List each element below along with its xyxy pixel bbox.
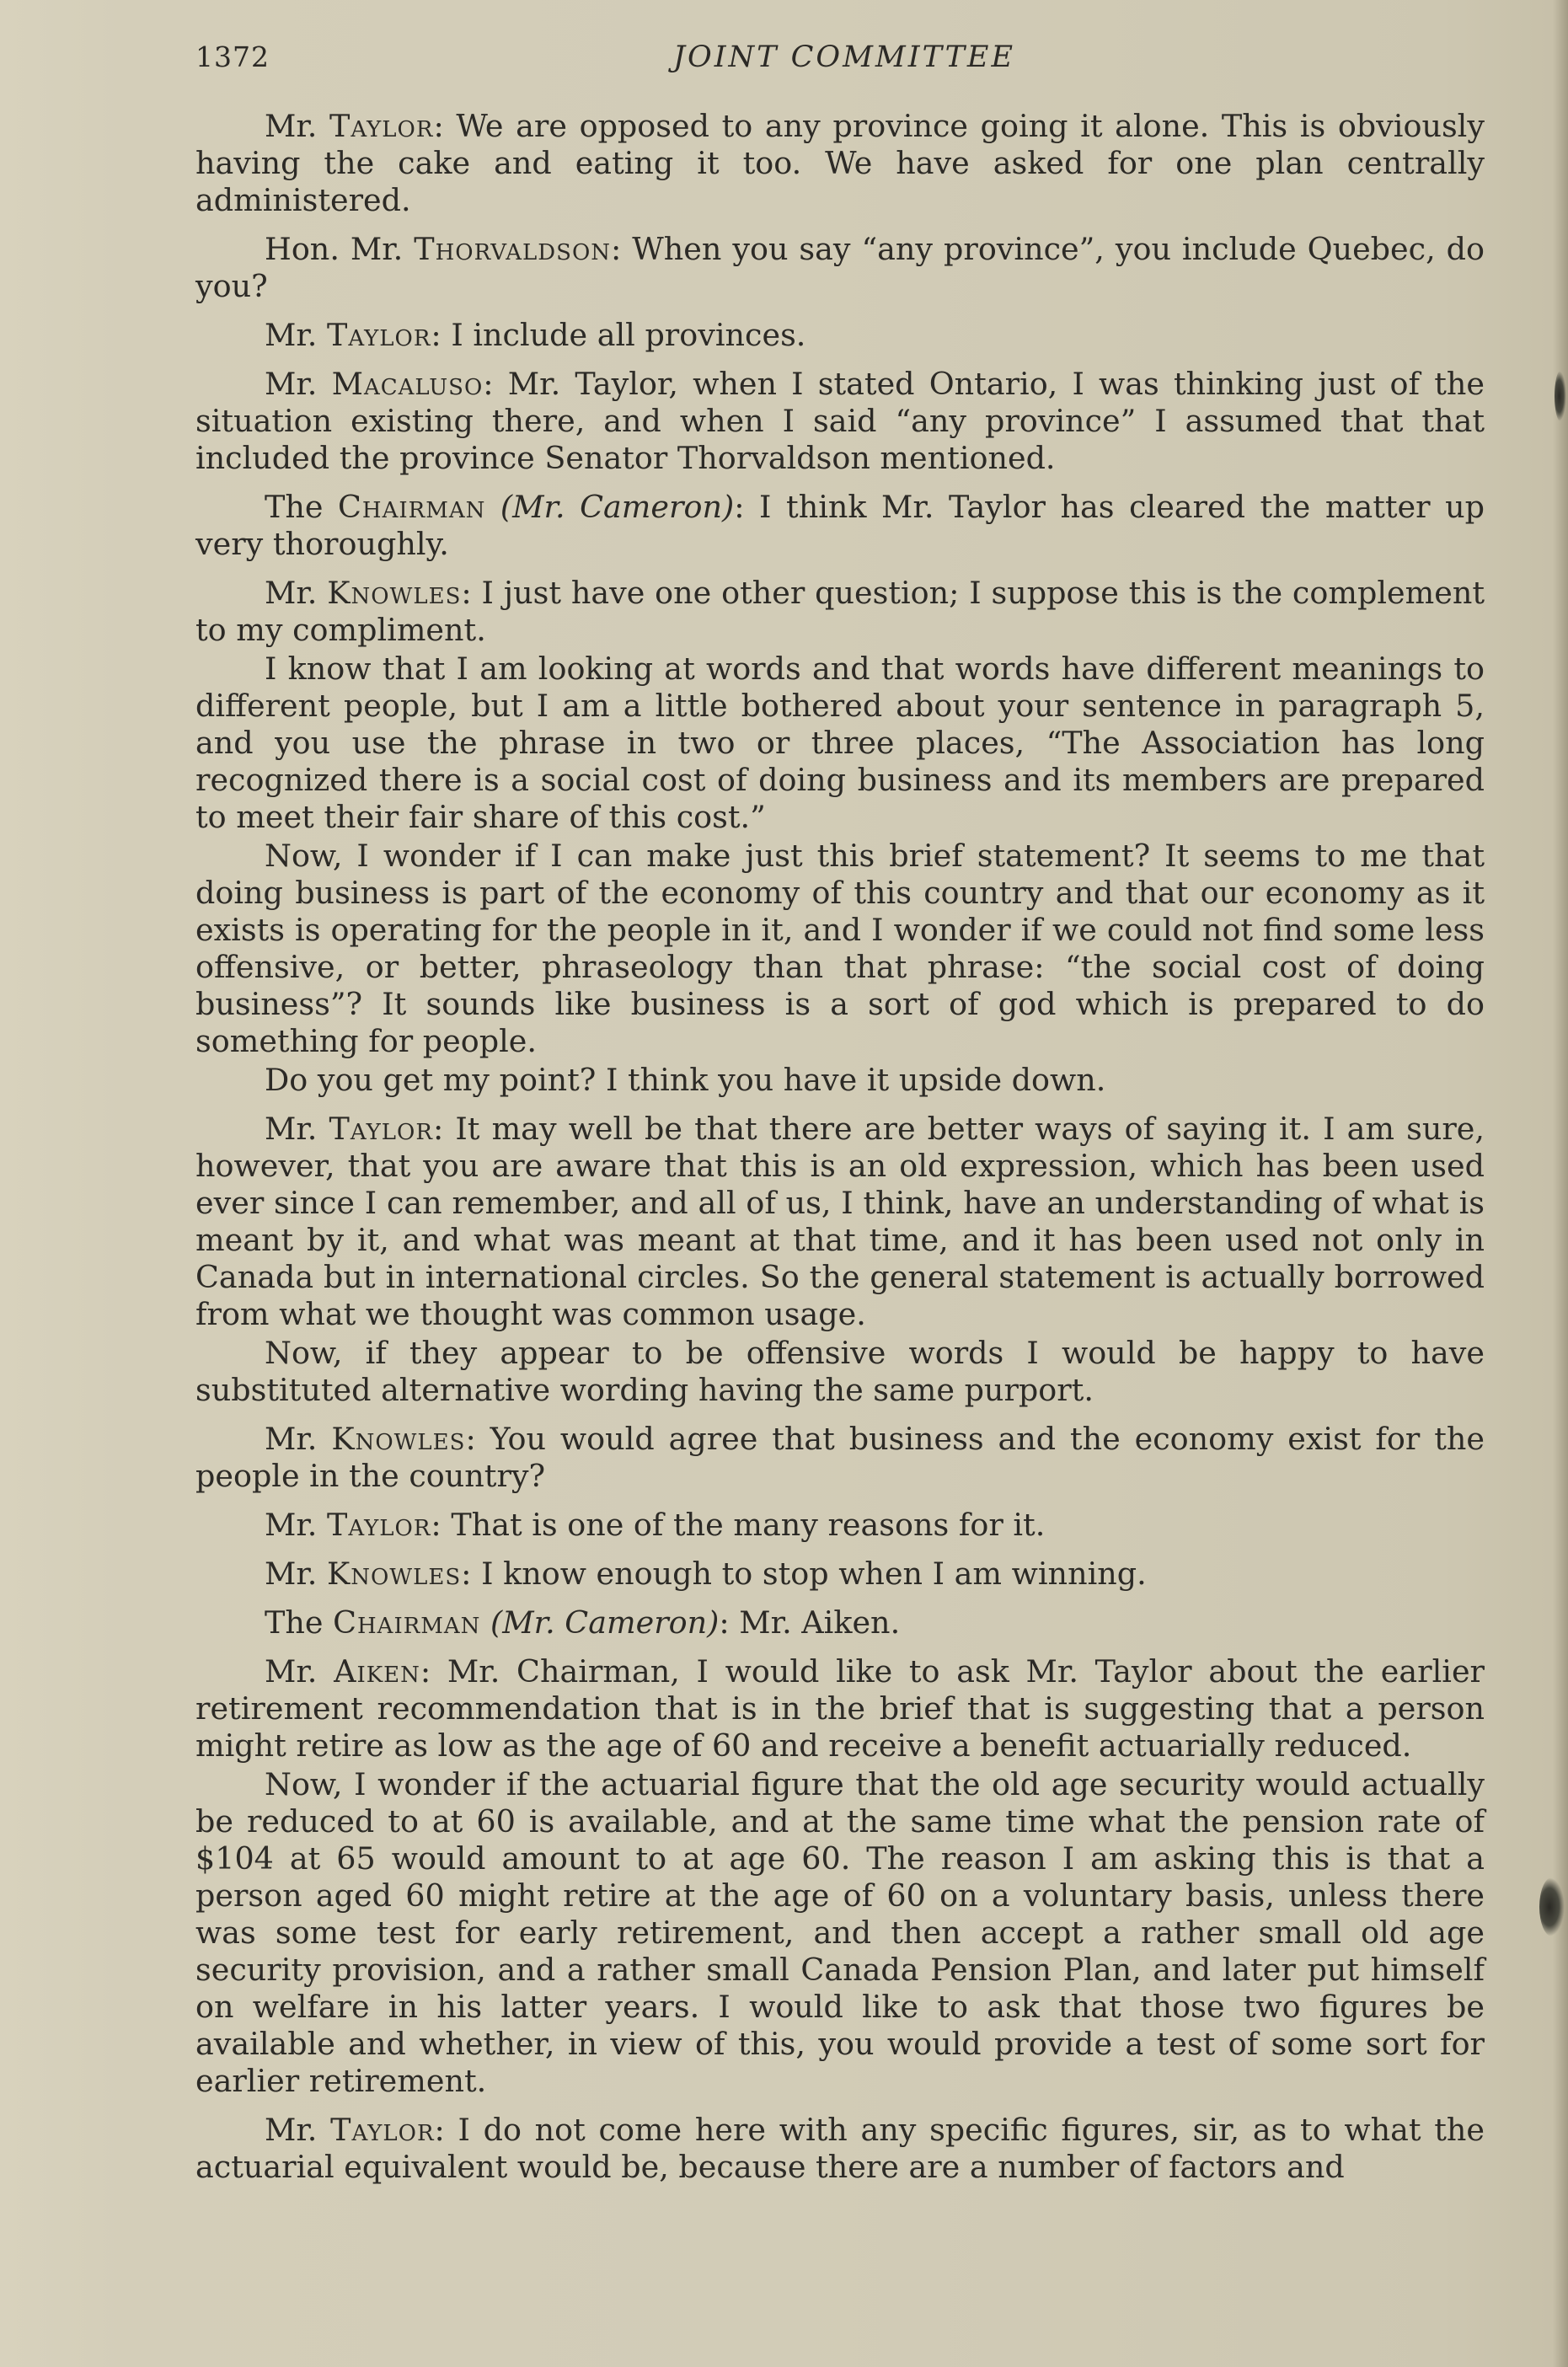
transcript-paragraph	[195, 1653, 1485, 1765]
transcript-paragraph	[195, 1507, 1485, 1544]
speaker-name: Taylor	[329, 1111, 433, 1147]
speaker-colon: :	[483, 366, 494, 402]
paragraph-text: Now, I wonder if the actuarial figure that the old age security would actually be reduced to at 60 is available, and at the same time what the pension rate of $104 at 65 would amount to at age 60. The reason I am asking this is that a person aged 60 might retire at the age of 60 on a voluntary basis, unless there was some test for early retirement, and then accept a rather small old age security provision, and a rather small Canada Pension Plan, and later put himself on welfare in his latter years. I would like to ask that those two figures be available and whether, in view of this, you would provide a test of some sort for earlier retirement.	[195, 1766, 1485, 2099]
transcript-paragraph	[195, 1421, 1485, 1495]
transcript-paragraph	[195, 2112, 1485, 2186]
speaker-title: Mr.	[265, 366, 332, 402]
transcript-paragraph	[195, 231, 1485, 305]
speaker-colon: :	[611, 231, 622, 267]
speaker-title: The	[265, 489, 338, 525]
transcript-paragraph	[195, 1335, 1485, 1409]
speaker-title: The	[265, 1604, 334, 1641]
paragraph-text: I think Mr. Taylor has cleared the matter up very thoroughly.	[195, 489, 1485, 562]
speaker-name: Aiken	[334, 1653, 420, 1690]
paragraph-text: I just have one other question; I suppose this is the complement to my compliment.	[195, 575, 1485, 648]
speaker-name: Macaluso	[331, 366, 484, 402]
binding-ring-mark-bottom	[1539, 1877, 1565, 1936]
paragraph-text: Mr. Taylor, when I stated Ontario, I was thinking just of the situation existing there, and when I said “any province” I assumed that that included the province Senator Thorvaldson mentioned.	[195, 366, 1485, 476]
paragraph-text: I know enough to stop when I am winning.	[471, 1556, 1147, 1592]
speaker-colon: :	[431, 1507, 442, 1543]
speaker-name: Chairman	[338, 489, 486, 525]
paragraph-text: Now, I wonder if I can make just this brief statement? It seems to me that doing business is part of the economy of this country and that our economy as it exists is operating for the people in it, and I wonder if we could not find some less offensive, or better, phraseology than that phrase: “the social cost of doing business”? It sounds like business is a sort of god which is prepared to do something for people.	[195, 838, 1485, 1059]
transcript-paragraph	[195, 1604, 1485, 1641]
transcript-paragraph	[195, 1556, 1485, 1593]
speaker-name: Knowles	[327, 575, 462, 611]
speaker-name: Chairman	[333, 1604, 481, 1641]
speaker-title: Mr.	[265, 1556, 328, 1592]
transcript-paragraph	[195, 1111, 1485, 1333]
paragraph-text: Mr. Aiken.	[729, 1604, 901, 1641]
transcript-body	[195, 108, 1485, 2198]
binding-ring-mark-top	[1555, 371, 1566, 421]
speaker-colon: :	[465, 1421, 476, 1457]
binding-edge	[1553, 0, 1568, 2367]
page-number: 1372	[195, 40, 270, 73]
speaker-colon: :	[420, 1653, 431, 1690]
speaker-title: Mr.	[265, 1111, 329, 1147]
transcript-paragraph	[195, 366, 1485, 477]
paragraph-text: Do you get my point? I think you have it upside down.	[265, 1062, 1106, 1098]
speaker-title: Mr.	[265, 575, 328, 611]
paragraph-text: It may well be that there are better ways of saying it. I am sure, however, that you are aware that this is an old expression, which has been used ever since I can remember, and all of us, I think, have an understanding of what is meant by it, and what was meant at that time, and it has been used not only in Canada but in international circles. So the general statement is actually borrowed from what we thought was common usage.	[195, 1111, 1485, 1332]
paragraph-text: We are opposed to any province going it alone. This is obviously having the cake and eating it too. We have asked for one plan centrally administered.	[195, 108, 1485, 218]
speaker-title: Mr.	[265, 2112, 331, 2148]
transcript-paragraph	[195, 1766, 1485, 2100]
speaker-aside: (Mr. Cameron)	[490, 1604, 720, 1641]
paragraph-text: I know that I am looking at words and that words have different meanings to different people, but I am a little bothered about your sentence in paragraph 5, and you use the phrase in two or three places, “The Association has long recognized there is a social cost of doing business and its members are prepared to meet their fair share of this cost.”	[195, 651, 1485, 835]
speaker-name: Taylor	[329, 108, 434, 144]
speaker-title: Hon. Mr.	[265, 231, 415, 267]
speaker-name: Knowles	[327, 1556, 462, 1592]
speaker-name: Taylor	[327, 1507, 431, 1543]
paragraph-text: Mr. Chairman, I would like to ask Mr. Taylor about the earlier retirement recommendation that is in the brief that is suggesting that a person might retire as low as the age of 60 and receive a benefit actuarially reduced.	[195, 1653, 1485, 1764]
speaker-name: Knowles	[331, 1421, 466, 1457]
transcript-paragraph	[195, 651, 1485, 836]
transcript-paragraph	[195, 838, 1485, 1060]
running-head: JOINT COMMITTEE	[672, 40, 1016, 74]
paragraph-text: You would agree that business and the economy exist for the people in the country?	[195, 1421, 1485, 1494]
speaker-title: Mr.	[265, 1653, 334, 1690]
speaker-colon: :	[432, 1111, 444, 1147]
speaker-title: Mr.	[265, 1421, 332, 1457]
speaker-title: Mr.	[265, 317, 328, 353]
transcript-paragraph	[195, 317, 1485, 354]
paragraph-text: I include all provinces.	[441, 317, 806, 353]
paragraph-text: That is one of the many reasons for it.	[441, 1507, 1046, 1543]
speaker-colon: :	[734, 489, 745, 525]
speaker-name: Thorvaldson	[414, 231, 612, 267]
speaker-colon: :	[461, 1556, 472, 1592]
transcript-paragraph	[195, 108, 1485, 219]
speaker-name: Taylor	[330, 2112, 435, 2148]
transcript-paragraph	[195, 575, 1485, 649]
speaker-aside: (Mr. Cameron)	[500, 489, 735, 525]
speaker-title: Mr.	[265, 1507, 328, 1543]
speaker-colon: :	[431, 317, 442, 353]
paragraph-text: When you say “any province”, you include Quebec, do you?	[195, 231, 1485, 304]
speaker-colon: :	[434, 2112, 445, 2148]
speaker-title: Mr.	[265, 108, 330, 144]
transcript-paragraph	[195, 1062, 1485, 1099]
speaker-colon: :	[719, 1604, 730, 1641]
transcript-paragraph	[195, 489, 1485, 563]
speaker-name: Taylor	[327, 317, 431, 353]
speaker-colon: :	[461, 575, 472, 611]
page-header	[195, 40, 1493, 83]
paragraph-text: I do not come here with any specific figures, sir, as to what the actuarial equivalent would be, because there are a number of factors and	[195, 2112, 1485, 2185]
paragraph-text: Now, if they appear to be offensive words I would be happy to have substituted alternative wording having the same purport.	[195, 1335, 1485, 1408]
speaker-colon: :	[433, 108, 444, 144]
